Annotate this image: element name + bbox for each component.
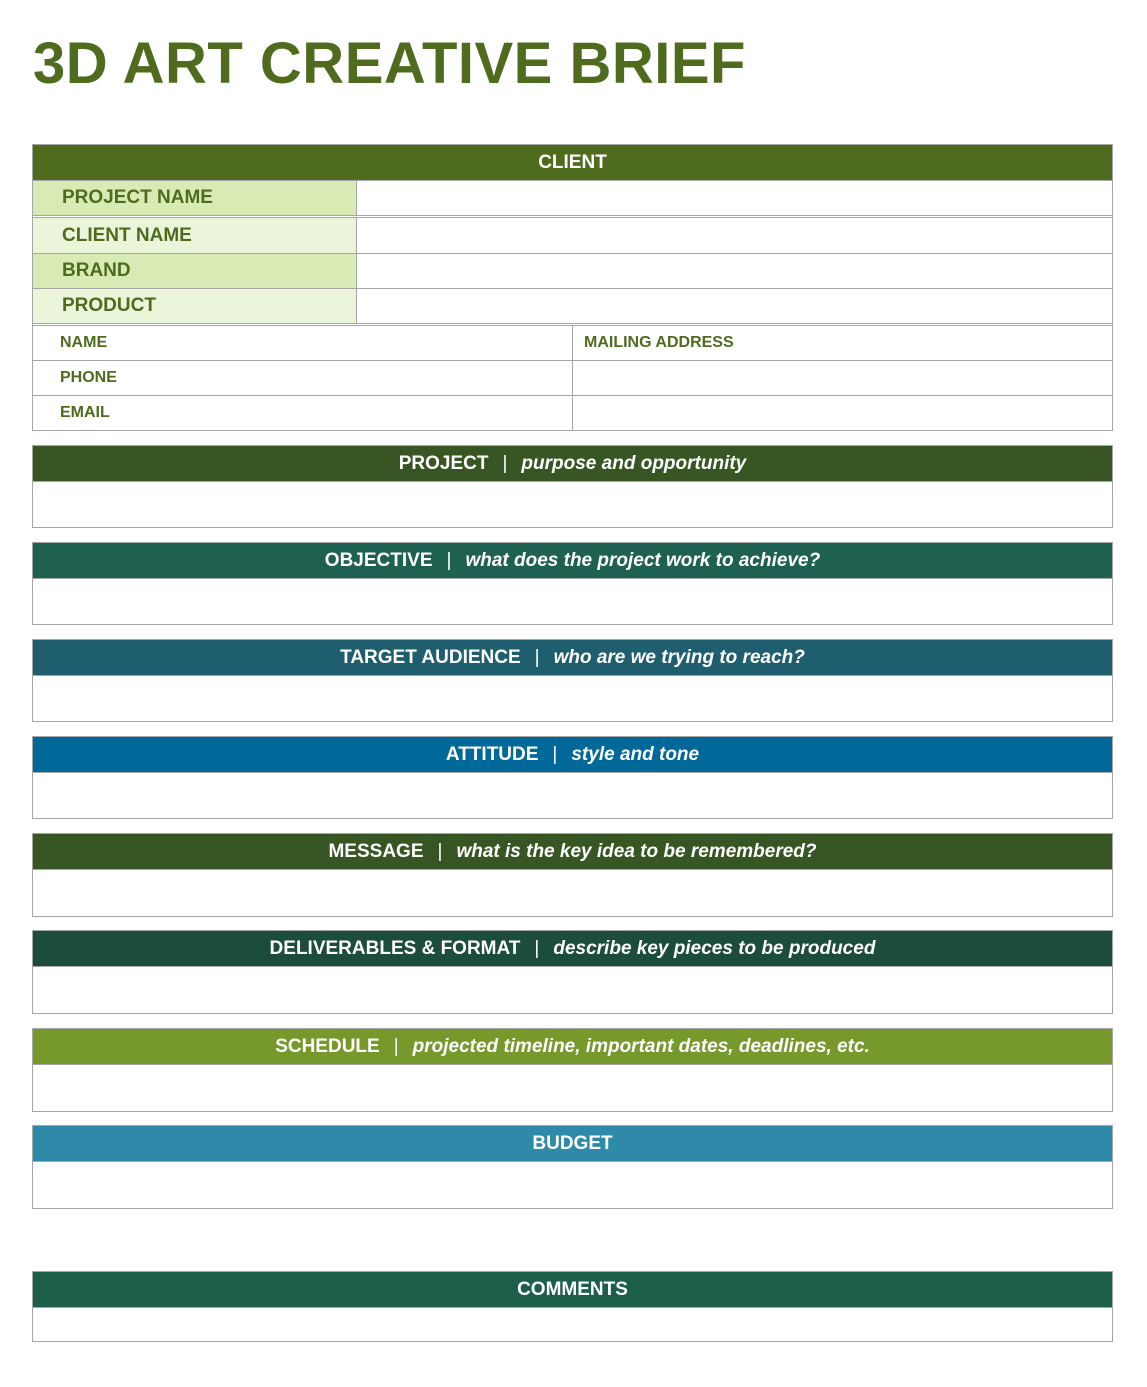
schedule-header (33, 1029, 1112, 1064)
project-header-separator: | (502, 453, 508, 474)
objective-header-title: OBJECTIVE (324, 550, 433, 571)
target-audience-header-title: TARGET AUDIENCE (340, 647, 521, 668)
deliverables-section (32, 930, 1113, 1014)
contact-row-phone (33, 360, 1112, 395)
objective-header-separator: | (446, 550, 452, 571)
comments-header-title: COMMENTS (517, 1279, 628, 1300)
field-label-brand: BRAND (33, 254, 357, 288)
contact-email-cell[interactable]: EMAIL (33, 396, 573, 430)
target-audience-header-subtitle: who are we trying to reach? (553, 647, 805, 668)
target-audience-text-area[interactable] (33, 675, 1112, 721)
brand-input[interactable] (357, 254, 1112, 288)
objective-header-subtitle: what does the project work to achieve? (465, 550, 821, 571)
deliverables-text-area[interactable] (33, 966, 1112, 1013)
attitude-header (33, 737, 1112, 772)
mailing-address-line-2[interactable] (573, 361, 1112, 395)
field-row-project-name (33, 180, 1112, 215)
objective-header (33, 543, 1112, 578)
mailing-address-cell[interactable]: MAILING ADDRESS (584, 334, 734, 351)
comments-section (32, 1271, 1113, 1342)
schedule-header-title: SCHEDULE (275, 1036, 380, 1057)
schedule-text-area[interactable] (33, 1064, 1112, 1111)
schedule-header-separator: | (393, 1036, 399, 1057)
comments-header (33, 1272, 1112, 1307)
attitude-header-title: ATTITUDE (445, 744, 539, 765)
field-row-product (33, 288, 1112, 323)
page-title: 3D ART CREATIVE BRIEF (33, 31, 746, 96)
field-label-product: PRODUCT (33, 289, 357, 323)
project-header-subtitle: purpose and opportunity (521, 453, 747, 474)
budget-text-area[interactable] (33, 1161, 1112, 1208)
field-label-client-name: CLIENT NAME (33, 218, 357, 253)
attitude-header-separator: | (552, 744, 558, 765)
objective-section (32, 542, 1113, 625)
target-audience-section (32, 639, 1113, 722)
deliverables-header-title: DELIVERABLES & FORMAT (269, 938, 521, 959)
target-audience-header-separator: | (534, 647, 540, 668)
project-header (33, 446, 1112, 481)
project-header-title: PROJECT (398, 453, 489, 474)
client-header (33, 145, 1112, 180)
deliverables-header (33, 931, 1112, 966)
project-text-area[interactable] (33, 481, 1112, 527)
project-name-input[interactable] (357, 181, 1112, 215)
contact-row-name (33, 323, 1112, 360)
message-header-subtitle: what is the key idea to be remembered? (456, 841, 817, 862)
client-header-title: CLIENT (538, 152, 607, 173)
client-section (32, 144, 1113, 431)
contact-row-email (33, 395, 1112, 430)
message-section (32, 833, 1113, 917)
field-label-project-name: PROJECT NAME (33, 181, 357, 215)
attitude-section (32, 736, 1113, 819)
schedule-section (32, 1028, 1113, 1112)
project-section (32, 445, 1113, 528)
product-input[interactable] (357, 289, 1112, 323)
budget-header (33, 1126, 1112, 1161)
message-text-area[interactable] (33, 869, 1112, 916)
comments-text-area[interactable] (33, 1307, 1112, 1341)
target-audience-header (33, 640, 1112, 675)
deliverables-header-separator: | (534, 938, 540, 959)
budget-header-title: BUDGET (532, 1133, 613, 1154)
schedule-header-subtitle: projected timeline, important dates, deadlines, etc. (412, 1036, 870, 1057)
budget-section (32, 1125, 1113, 1209)
contact-phone-cell[interactable]: PHONE (33, 361, 573, 395)
attitude-text-area[interactable] (33, 772, 1112, 818)
message-header-title: MESSAGE (328, 841, 424, 862)
message-header-separator: | (437, 841, 443, 862)
field-row-client-name (33, 215, 1112, 253)
field-row-brand (33, 253, 1112, 288)
mailing-address-line-3[interactable] (573, 396, 1112, 430)
attitude-header-subtitle: style and tone (571, 744, 700, 765)
message-header (33, 834, 1112, 869)
contact-name-cell[interactable]: NAME (33, 326, 573, 360)
client-name-input[interactable] (357, 218, 1112, 253)
deliverables-header-subtitle: describe key pieces to be produced (553, 938, 876, 959)
objective-text-area[interactable] (33, 578, 1112, 624)
